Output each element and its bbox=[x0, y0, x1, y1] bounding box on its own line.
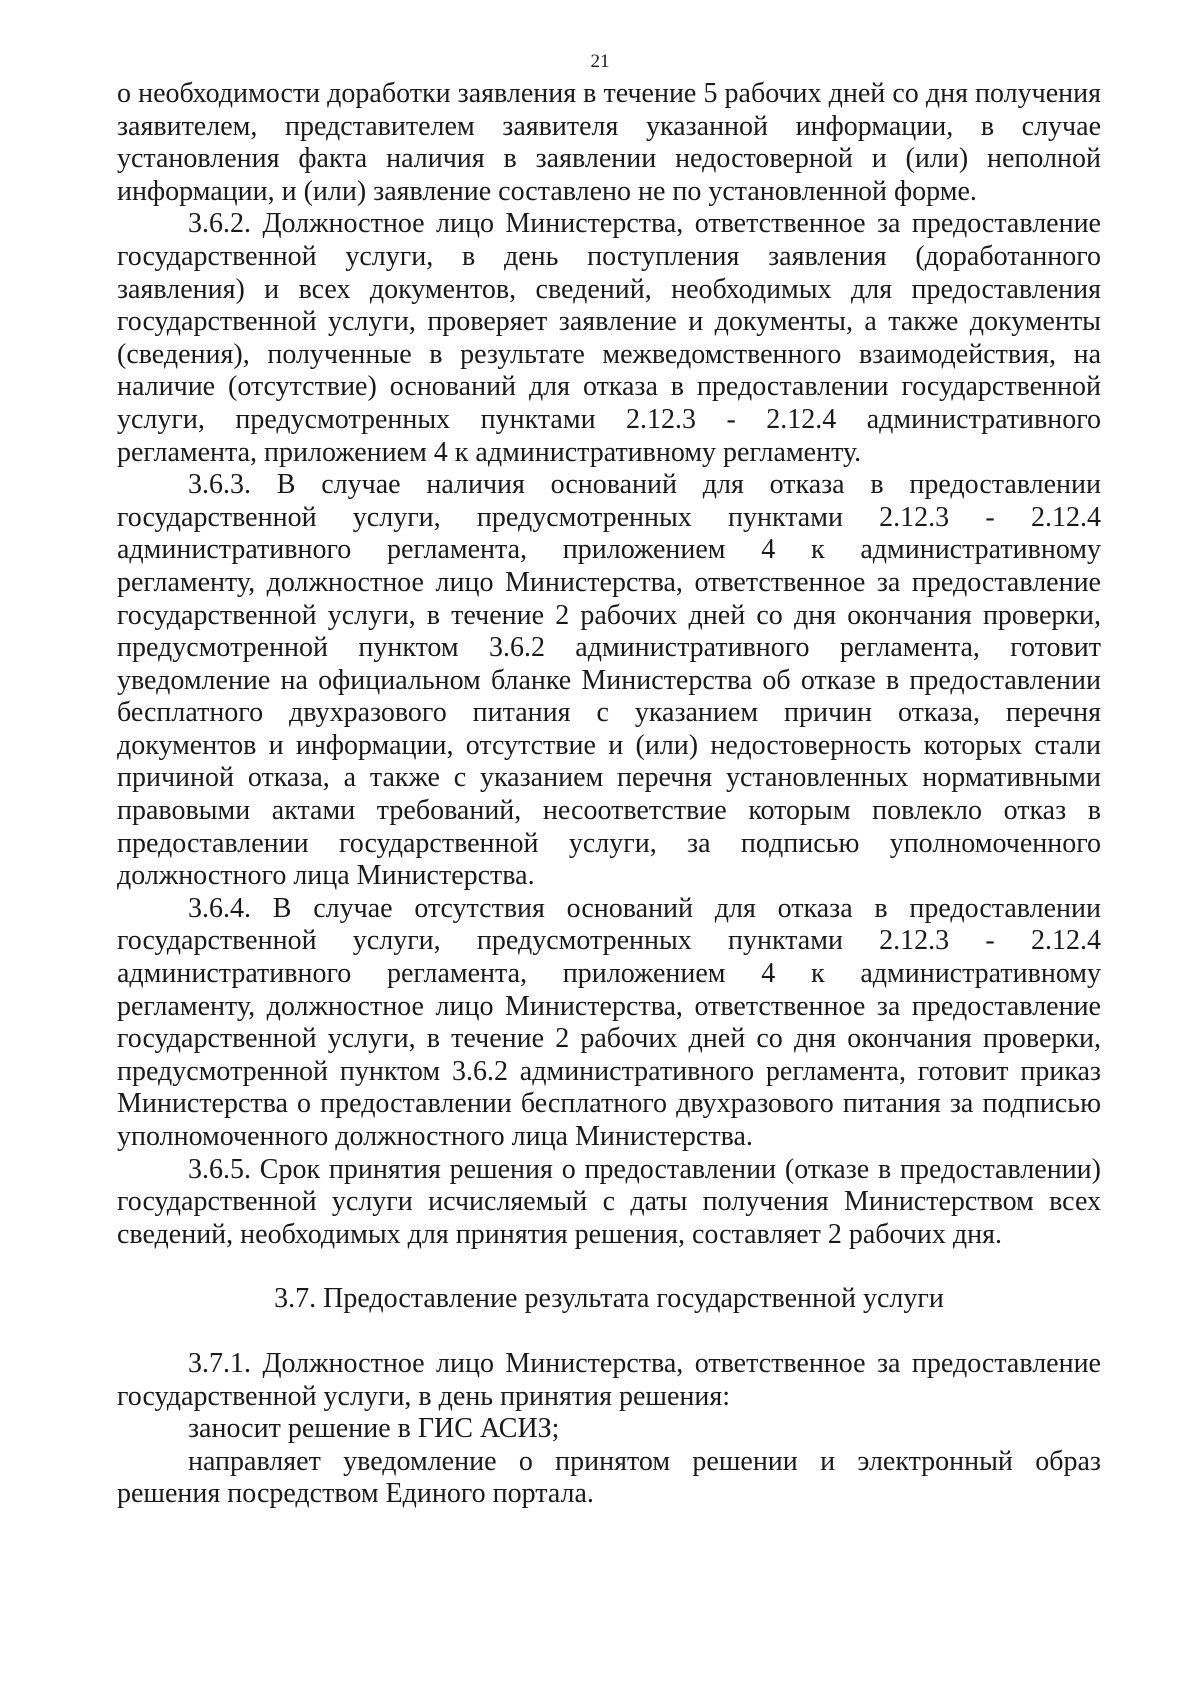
section-heading: 3.7. Предоставление результата государственной услуги bbox=[274, 1283, 944, 1315]
paragraph-3-6-2: 3.6.2. Должностное лицо Министерства, ответственное за предоставление государственной услуги, в день поступления заявления (доработанного заявления) и всех документов, сведений, необходимых для предоставления государственной услуги, проверяет заявление и документы, а также документы (сведения), полученные в результате межведомственного взаимодействия, на наличие (отсутствие) оснований для отказа в предоставлении государственной услуги, предусмотренных пунктами 2.12.3 - 2.12.4 административного регламента, приложением 4 к административному регламенту. bbox=[117, 208, 1101, 468]
paragraph-3-6-3: 3.6.3. В случае наличия оснований для отказа в предоставлении государственной услуги, предусмотренных пунктами 2.12.3 - 2.12.4 административного регламента, приложением 4 к административному регламенту, должностное лицо Министерства, ответственное за предоставление государственной услуги, в течение 2 рабочих дней со дня окончания проверки, предусмотренной пунктом 3.6.2 административного регламента, готовит уведомление на официальном бланке Министерства об отказе в предоставлении бесплатного двухразового питания с указанием причин отказа, перечня документов и информации, отсутствие и (или) недостоверность которых стали причиной отказа, а также с указанием перечня установленных нормативными правовыми актами требований, несоответствие которым повлекло отказ в предоставлении государственной услуги, за подписью уполномоченного должностного лица Министерства. bbox=[117, 469, 1101, 892]
paragraph-item-portal: направляет уведомление о принятом решении и электронный образ решения посредством Единого портала. bbox=[117, 1445, 1101, 1510]
paragraph-continuation: о необходимости доработки заявления в течение 5 рабочих дней со дня получения заявителем, представителем заявителя указанной информации, в случае установления факта наличия в заявлении недостоверной и (или) неполной информации, и (или) заявление составлено не по установленной форме. bbox=[117, 78, 1101, 207]
paragraph-item-gis: заносит решение в ГИС АСИЗ; bbox=[188, 1413, 560, 1445]
page-number: 21 bbox=[590, 51, 610, 72]
document-body bbox=[117, 78, 1101, 1511]
paragraph-3-7-1: 3.7.1. Должностное лицо Министерства, ответственное за предоставление государственной услуги, в день принятия решения: bbox=[117, 1347, 1101, 1412]
paragraph-3-6-4: 3.6.4. В случае отсутствия оснований для отказа в предоставлении государственной услуги, предусмотренных пунктами 2.12.3 - 2.12.4 административного регламента, приложением 4 к административному регламенту, должностное лицо Министерства, ответственное за предоставление государственной услуги, в течение 2 рабочих дней со дня окончания проверки, предусмотренной пунктом 3.6.2 административного регламента, готовит приказ Министерства о предоставлении бесплатного двухразового питания за подписью уполномоченного должностного лица Министерства. bbox=[117, 892, 1101, 1152]
paragraph-3-6-5: 3.6.5. Срок принятия решения о предоставлении (отказе в предоставлении) государственной услуги исчисляемый с даты получения Министерством всех сведений, необходимых для принятия решения, составляет 2 рабочих дня. bbox=[117, 1153, 1101, 1250]
